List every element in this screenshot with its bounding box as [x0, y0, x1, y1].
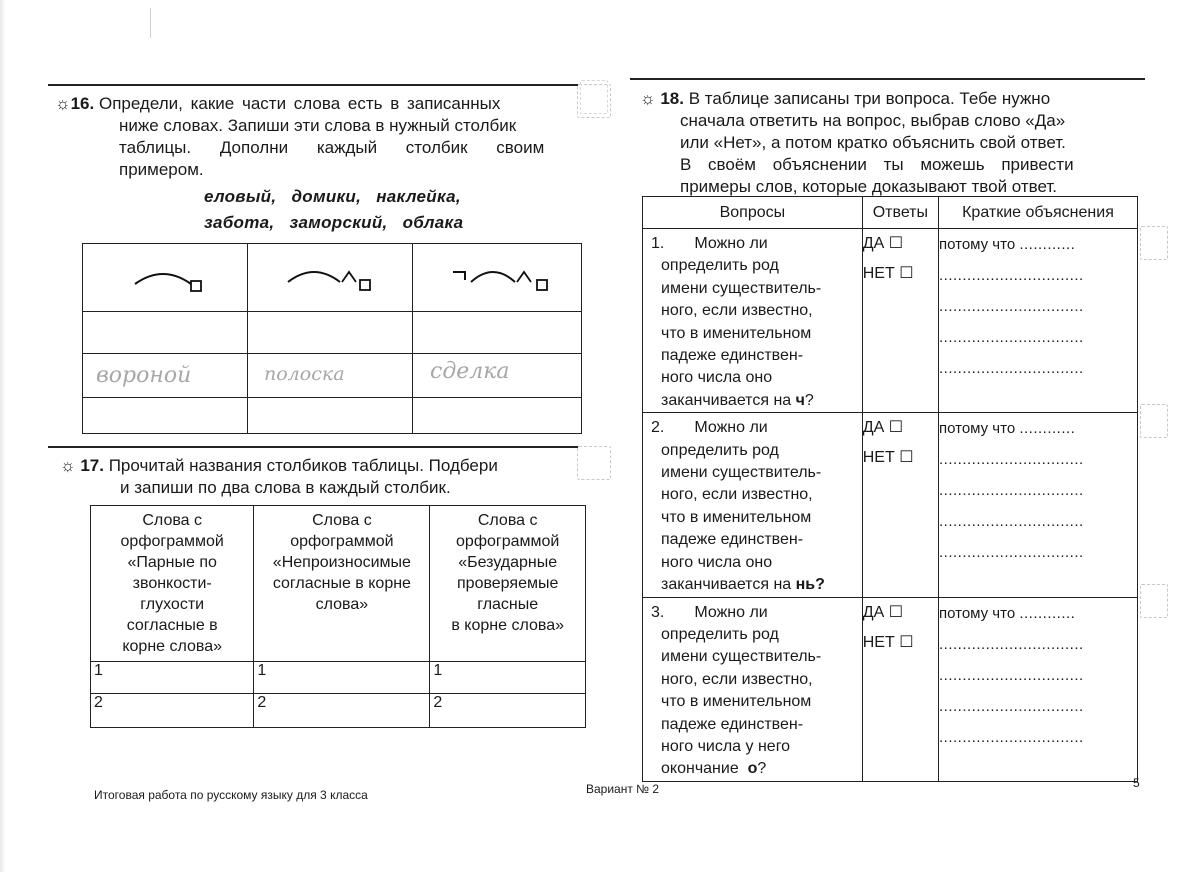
task16-cell[interactable] [83, 312, 248, 354]
task18-header-questions: Вопросы [643, 197, 863, 229]
task18-header-answers: Ответы [862, 197, 938, 229]
task16-col1-header [83, 244, 248, 312]
task18-question-2: 2. Можно ли определить род имени существитель- ного, если известно, что в именительном падеже единствен- ного числа оно заканчивается на нь? [643, 413, 863, 597]
yes-option[interactable]: ДА ☐ [862, 603, 904, 621]
task18-number: 18. [660, 89, 684, 108]
page-number: 5 [1133, 776, 1140, 790]
footer-title: Итоговая работа по русскому языку для 3 класса [94, 788, 368, 802]
task17-cell[interactable]: 1 [91, 662, 254, 694]
task16-line-1: Определи, какие части слова есть в записанных [98, 94, 501, 113]
task18-score-box-2[interactable] [1140, 404, 1168, 438]
task16-table [82, 243, 582, 434]
task16-col3-header [413, 244, 582, 312]
task17-line-1: Прочитай названия столбиков таблицы. Подбери [108, 456, 498, 475]
task18-top-rule [630, 78, 1145, 80]
handwritten-word-1: вороной [96, 363, 192, 388]
checkbox-icon[interactable]: ☐ [899, 449, 914, 467]
task18-line-1: В таблице записаны три вопроса. Тебе нужно [688, 89, 1051, 108]
task17-number: 17. [80, 456, 104, 475]
task18-line-4: В своём объяснении ты можешь привести [680, 155, 1074, 174]
task16-cell[interactable] [413, 312, 582, 354]
task16-cell[interactable] [248, 312, 413, 354]
no-option[interactable]: НЕТ ☐ [862, 633, 914, 651]
task18-explanation-2[interactable]: потому что ............ ............................... ............................... ............................... ............................... [938, 413, 1137, 597]
task17-cell[interactable]: 1 [430, 662, 586, 694]
task18-score-box-top[interactable] [580, 80, 608, 114]
task18-score-box-3[interactable] [1140, 584, 1168, 618]
task18-header-explanations: Краткие объяснения [938, 197, 1137, 229]
task16-line-2: ниже словах. Запиши эти слова в нужный столбик [119, 116, 517, 135]
task18-heading [640, 88, 1132, 198]
checkbox-icon[interactable]: ☐ [899, 633, 914, 651]
task18-explanation-1[interactable]: потому что ............ ............................... ............................... ............................... ............................... [938, 229, 1137, 413]
task16-cell[interactable] [413, 398, 582, 434]
sun-icon: ☼ [60, 456, 76, 475]
task16-heading [55, 93, 575, 181]
task17-header-voiced-voiceless: Слова с орфограммой «Парные по звонкости- глухости согласные в корне слова» [91, 506, 254, 662]
checkbox-icon[interactable]: ☐ [888, 235, 904, 252]
checkbox-icon[interactable]: ☐ [899, 265, 914, 282]
root-suffix-scheme-icon [83, 244, 247, 306]
task16-cell[interactable] [248, 398, 413, 434]
task17-header-unpronounceable: Слова с орфограммой «Непроизносимые согласные в корне слова» [254, 506, 430, 662]
yes-option[interactable]: ДА ☐ [862, 419, 904, 437]
task18-answers-3 [862, 597, 938, 781]
task17-cell[interactable]: 2 [91, 694, 254, 728]
task18-explanation-3[interactable]: потому что ............ ............................... ............................... ............................... ............................... [938, 597, 1137, 781]
task17-table [90, 505, 586, 728]
task18-line-3: или «Нет», а потом кратко объяснить свой ответ. [680, 133, 1066, 152]
page-left-edge [0, 0, 6, 872]
task18-answers-2 [862, 413, 938, 597]
task17-cell[interactable]: 2 [254, 694, 430, 728]
handwritten-word-3: сделка [430, 359, 510, 384]
task18-score-box-1[interactable] [1140, 226, 1168, 260]
no-option[interactable]: НЕТ ☐ [862, 265, 914, 282]
sun-icon: ☼ [55, 94, 71, 113]
sun-icon: ☼ [640, 89, 656, 108]
task18-line-2: сначала ответить на вопрос, выбрав слово «Да» [680, 111, 1066, 130]
task17-cell[interactable]: 2 [430, 694, 586, 728]
task18-question-1: 1. Можно ли определить род имени существитель- ного, если известно, что в именительном падеже единствен- ного числа оно заканчивается на ч? [643, 229, 863, 413]
task17-score-box[interactable] [577, 446, 611, 480]
root-suffix-ending-scheme-icon [248, 244, 412, 306]
task18-line-5: примеры слов, которые доказывают твой ответ. [680, 177, 1058, 196]
task18-question-3: 3. Можно ли определить род имени существитель- ного, если известно, что в именительном падеже единствен- ного числа у него окончание о? [643, 597, 863, 781]
task17-header-unstressed-vowels: Слова с орфограммой «Безударные проверяемые гласные в корне слова» [430, 506, 586, 662]
task17-heading [60, 455, 580, 499]
footer-variant: Вариант № 2 [586, 782, 660, 796]
checkbox-icon[interactable]: ☐ [888, 419, 904, 437]
checkbox-icon[interactable]: ☐ [888, 603, 904, 621]
task16-top-rule [48, 84, 578, 86]
task16-col2-header [248, 244, 413, 312]
no-option[interactable]: НЕТ ☐ [862, 449, 914, 467]
task18-answers-1 [862, 229, 938, 413]
task16-cell[interactable] [83, 398, 248, 434]
task16-line-4: примером. [119, 160, 204, 179]
task17-top-rule [48, 446, 578, 448]
handwritten-word-2: полоска [264, 363, 345, 385]
task16-number: 16. [70, 94, 95, 113]
task17-line-2: и запиши по два слова в каждый столбик. [120, 478, 451, 497]
task16-words-line-1: еловый, домики, наклейка, [204, 187, 461, 206]
task18-table [642, 196, 1138, 782]
task16-line-3: таблицы. Дополни каждый столбик своим [119, 138, 545, 157]
prefix-root-suffix-ending-scheme-icon [413, 244, 581, 306]
task17-cell[interactable]: 1 [254, 662, 430, 694]
yes-option[interactable]: ДА ☐ [862, 235, 904, 252]
page-top-mark [150, 8, 151, 38]
task16-words-line-2: забота, заморский, облака [204, 213, 464, 232]
